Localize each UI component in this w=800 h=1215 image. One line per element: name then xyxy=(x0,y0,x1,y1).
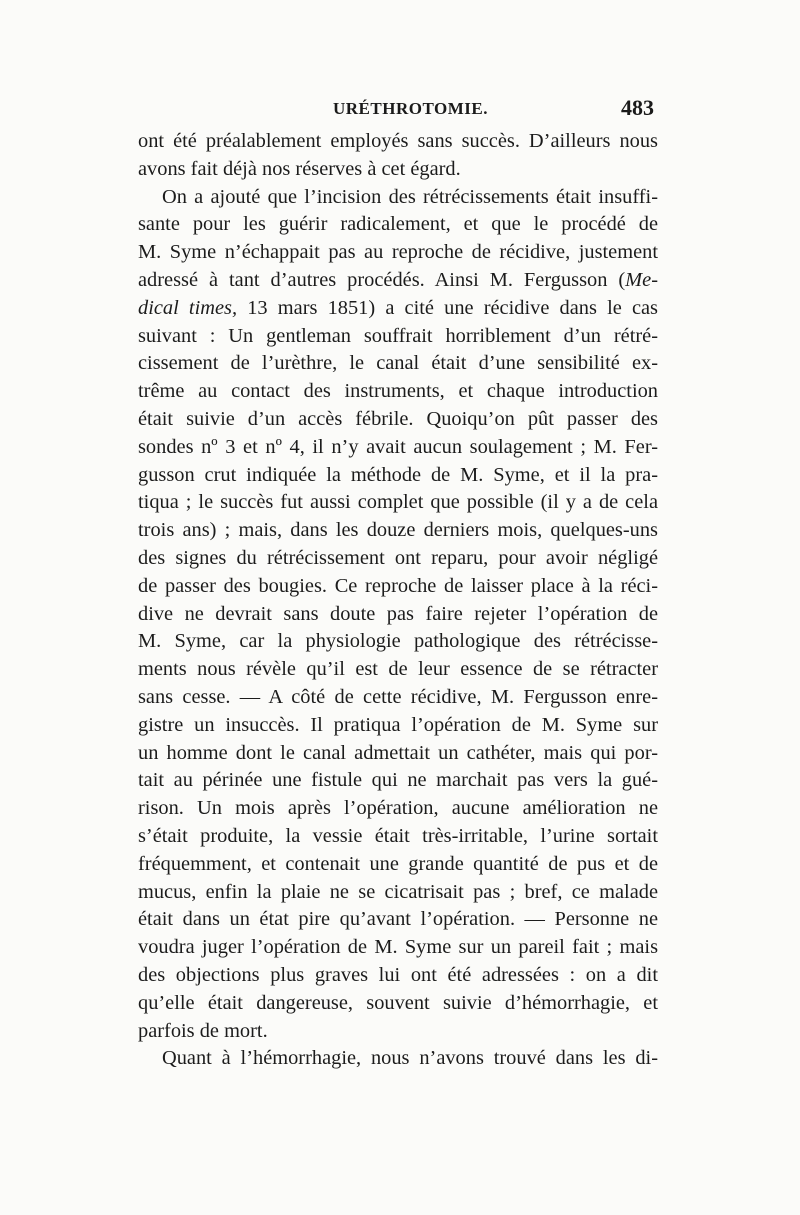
text-line: tiqua ; le succès fut aussi complet que possible (il y a de cela xyxy=(138,491,658,514)
text-line: fréquemment, et contenait une grande quantité de pus et de xyxy=(138,852,658,875)
text-line: sondes nº 3 et nº 4, il n’y avait aucun soulagement ; M. Fer- xyxy=(138,435,658,458)
text-line: gistre un insuccès. Il pratiqua l’opération de M. Syme sur xyxy=(138,713,658,736)
text-line: M. Syme, car la physiologie pathologique des rétrécisse- xyxy=(138,630,658,653)
text-line: sans cesse. — A côté de cette récidive, M. Fergusson enre- xyxy=(138,685,658,708)
text-line: trême au contact des instruments, et chaque introduction xyxy=(138,380,658,403)
text-line: qu’elle était dangereuse, souvent suivie d’hémorrhagie, et xyxy=(138,991,658,1014)
text-line: parfois de mort. xyxy=(138,1019,268,1042)
text-line: sante pour les guérir radicalement, et que le procédé de xyxy=(138,213,658,236)
text-line: était suivie d’un accès fébrile. Quoiqu’on pût passer des xyxy=(138,407,658,430)
text-line: adressé à tant d’autres procédés. Ainsi M. Fergusson (Me- xyxy=(138,268,658,291)
page-number: 483 xyxy=(621,95,654,120)
text-line: avons fait déjà nos réserves à cet égard. xyxy=(138,157,461,180)
text-line: des objections plus graves lui ont été adressées : on a dit xyxy=(138,963,658,986)
text-line: On a ajouté que l’incision des rétrécissements était insuffi- xyxy=(162,185,658,208)
text-line: gusson crut indiquée la méthode de M. Syme, et il la pra- xyxy=(138,463,658,486)
text-line: Quant à l’hémorrhagie, nous n’avons trouvé dans les di- xyxy=(162,1047,658,1070)
text-line: dive ne devrait sans doute pas faire rejeter l’opération de xyxy=(138,602,658,625)
text-line: mucus, enfin la plaie ne se cicatrisait pas ; bref, ce malade xyxy=(138,880,658,903)
text-line: tait au périnée une fistule qui ne marchait pas vers la gué- xyxy=(138,769,658,792)
text-line: de passer des bougies. Ce reproche de laisser place à la réci- xyxy=(138,574,658,597)
text-line: rison. Un mois après l’opération, aucune amélioration ne xyxy=(138,797,658,820)
text-line: suivant : Un gentleman souffrait horriblement d’un rétré- xyxy=(138,324,658,347)
text-line: M. Syme n’échappait pas au reproche de récidive, justement xyxy=(138,241,658,264)
text-line: était dans un état pire qu’avant l’opération. — Personne ne xyxy=(138,908,658,931)
text-line: cissement de l’urèthre, le canal était d’une sensibilité ex- xyxy=(138,352,658,375)
text-line: s’était produite, la vessie était très-irritable, l’urine sortait xyxy=(138,824,658,847)
text-line: des signes du rétrécissement ont reparu, pour avoir négligé xyxy=(138,546,658,569)
text-line: un homme dont le canal admettait un cathéter, mais qui por- xyxy=(138,741,658,764)
running-head: URÉTHROTOMIE. xyxy=(333,99,488,118)
body-text xyxy=(138,128,658,1073)
text-line: dical times, 13 mars 1851) a cité une récidive dans le cas xyxy=(138,296,658,319)
text-line: voudra juger l’opération de M. Syme sur un pareil fait ; mais xyxy=(138,936,658,959)
page-header xyxy=(138,95,658,125)
text-line: ments nous révèle qu’il est de leur essence de se rétracter xyxy=(138,658,658,681)
text-line: ont été préalablement employés sans succès. D’ailleurs nous xyxy=(138,130,658,152)
text-line: trois ans) ; mais, dans les douze derniers mois, quelques-uns xyxy=(138,519,658,542)
